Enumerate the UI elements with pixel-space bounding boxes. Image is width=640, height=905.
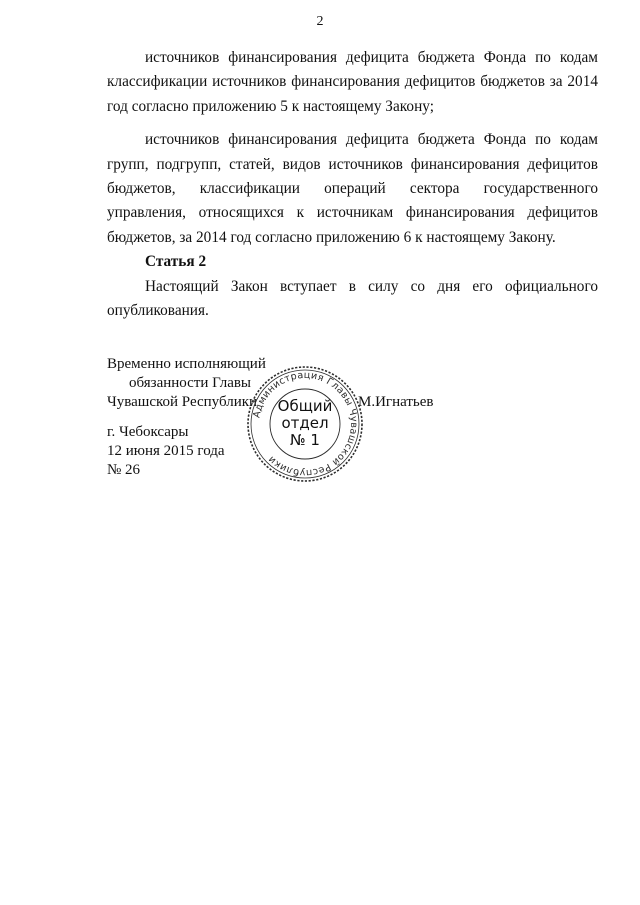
article-text: Настоящий Закон вступает в силу со дня его официального опубликования. [107, 277, 598, 320]
paragraph-1: источников финансирования дефицита бюджета Фонда по кодам классификации источников финансирования дефицитов бюджетов за 2014 год согласно приложению 5 к настоящему Закону; [107, 49, 598, 115]
stamp-ring-text: Администрация Главы Чувашской Республики [251, 369, 360, 479]
signer-title-line-1: Временно исполняющий [107, 356, 266, 372]
place-date-block [107, 423, 225, 480]
document-number: № 26 [107, 462, 141, 478]
official-stamp [245, 364, 365, 484]
stamp-line-1: Общий [277, 397, 333, 415]
city: г. Чебоксары [107, 424, 189, 440]
signer-name: М.Игнатьев [358, 394, 434, 410]
stamp-line-2: отдел [281, 414, 329, 432]
signer-title-line-2: обязанности Главы [129, 375, 252, 391]
signer-title-line-3: Чувашской Республики [107, 394, 258, 410]
document-body [107, 46, 598, 323]
stamp-line-3: № 1 [290, 431, 320, 449]
date: 12 июня 2015 года [107, 443, 225, 459]
page-number: 2 [316, 14, 324, 29]
article-title: Статья 2 [145, 253, 207, 271]
paragraph-2: источников финансирования дефицита бюджета Фонда по кодам групп, подгрупп, статей, видов источников финансирования дефицитов бюджетов, классификации операций сектора государственного управления, относящихся к источникам финансирования дефицитов бюджетов, за 2014 год согласно приложению 6 к настоящему Закону. [107, 131, 598, 246]
